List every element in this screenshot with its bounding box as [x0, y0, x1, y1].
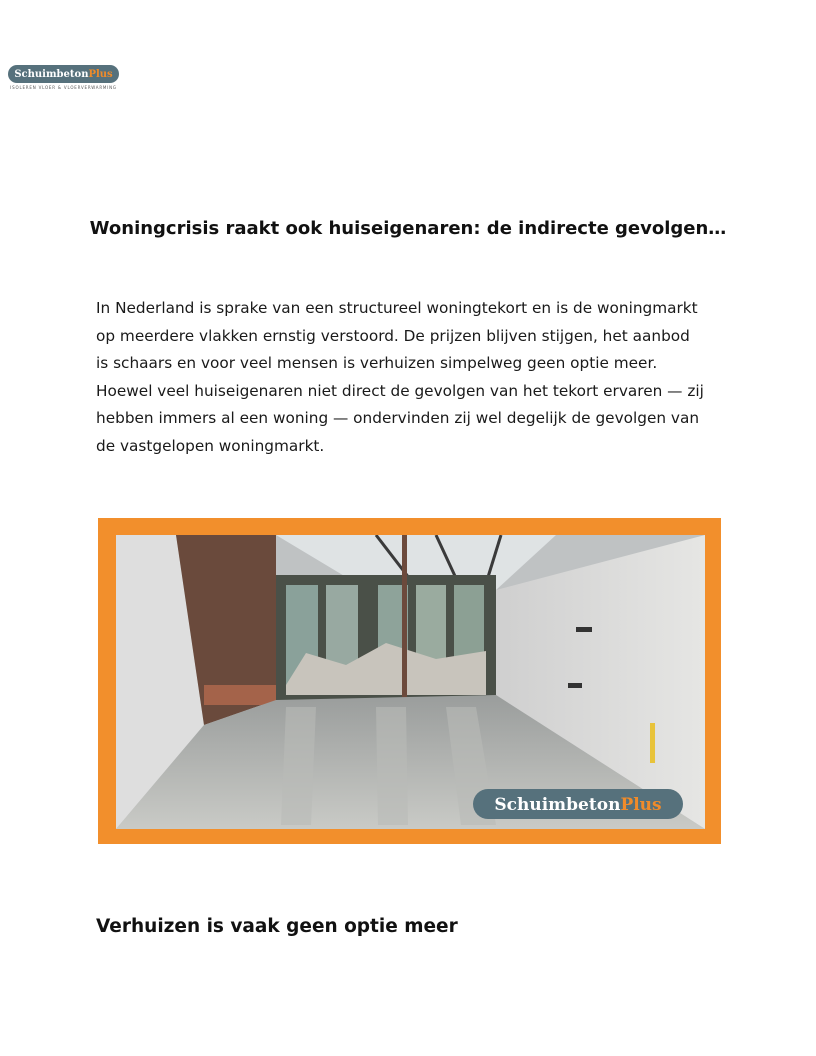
room-photo-illustration	[116, 535, 705, 829]
brand-logo	[8, 65, 119, 83]
photo-watermark-plus: Plus	[620, 795, 662, 815]
intro-line: In Nederland is sprake van een structureel woningtekort en is de woningmarkt	[96, 299, 698, 317]
photo-watermark	[494, 795, 661, 815]
brand-tagline: ISOLEREN VLOER & VLOERVERWARMING	[10, 85, 117, 90]
intro-paragraph	[96, 295, 724, 460]
photo-watermark-main: Schuimbeton	[494, 795, 621, 815]
intro-line: op meerdere vlakken ernstig verstoord. De prijzen blijven stijgen, het aanbod	[96, 326, 690, 345]
intro-line: Hoewel veel huiseigenaren niet direct de gevolgen van het tekort ervaren — zij	[96, 381, 704, 400]
room-photo	[98, 518, 721, 844]
intro-line: hebben immers al een woning — ondervinden zij wel degelijk de gevolgen van	[96, 409, 700, 427]
brand-logo-plus: Plus	[88, 68, 113, 80]
brand-logo-main: Schuimbeton	[14, 68, 89, 80]
section-heading: Verhuizen is vaak geen optie meer	[96, 916, 458, 937]
document-title: Woningcrisis raakt ook huiseigenaren: de indirecte gevolgen…	[89, 218, 727, 239]
intro-line: de vastgelopen woningmarkt.	[96, 436, 325, 455]
intro-line: is schaars en voor veel mensen is verhuizen simpelweg geen optie meer.	[96, 354, 658, 372]
